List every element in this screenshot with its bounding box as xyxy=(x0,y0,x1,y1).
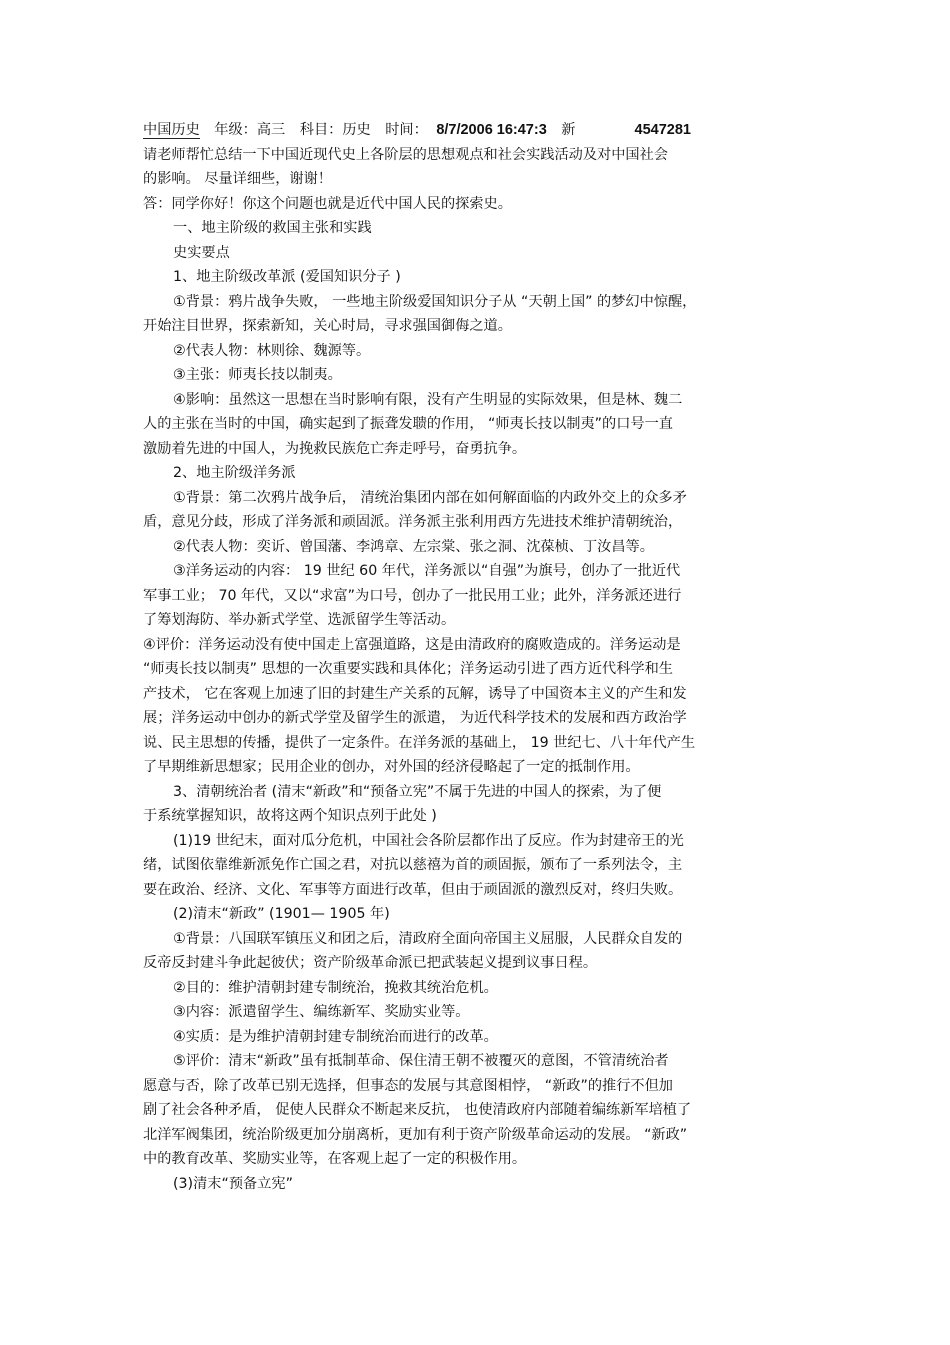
text-line: ②代表人物：奕䜣、曾国藩、李鸿章、左宗棠、张之洞、沈葆桢、丁汝昌等。 xyxy=(173,538,654,555)
text-line: ③主张：师夷长技以制夷。 xyxy=(173,367,342,383)
time-label: 时间： xyxy=(385,122,428,138)
course-label: 科目：历史 xyxy=(299,122,371,138)
text-lines xyxy=(143,143,813,1197)
text-line: 3、清朝统治者 (清末“新政”和“预备立宪”不属于先进的中国人的探索，为了便 xyxy=(173,783,662,800)
text-line: 剧了社会各种矛盾， 促使人民群众不断起来反抗， 也使清政府内部随着编练新军培植了 xyxy=(143,1102,692,1118)
text-line: 展；洋务运动中创办的新式学堂及留学生的派遣， 为近代科学技术的发展和西方政治学 xyxy=(143,710,687,726)
text-line: (1)19 世纪末，面对瓜分危机，中国社会各阶层都作出了反应。作为封建帝王的光 xyxy=(173,832,684,849)
text-line: ⑤评价：清末“新政”虽有抵制革命、保住清王朝不被覆灭的意图，不管清统治者 xyxy=(173,1053,669,1069)
text-line: 了早期维新思想家；民用企业的创办，对外国的经济侵略起了一定的抵制作用。 xyxy=(143,759,640,775)
text-line: ②代表人物：林则徐、魏源等。 xyxy=(173,342,371,359)
text-line: 中的教育改革、奖励实业等，在客观上起了一定的积极作用。 xyxy=(143,1151,527,1167)
text-line: 一、地主阶级的救国主张和实践 xyxy=(173,220,372,236)
text-line: 了筹划海防、举办新式学堂、选派留学生等活动。 xyxy=(143,612,456,628)
question-id: 4547281 xyxy=(634,122,691,138)
text-line: 盾，意见分歧，形成了洋务派和顽固派。洋务派主张利用西方先进技术维护清朝统治， xyxy=(143,514,683,530)
text-line: 1、地主阶级改革派 (爱国知识分子 ) xyxy=(173,269,401,285)
text-line: 的影响。 尽量详细些，谢谢！ xyxy=(143,171,332,187)
text-line: 2、地主阶级洋务派 xyxy=(173,465,296,481)
text-line: 激励着先进的中国人，为挽救民族危亡奔走呼号，奋勇抗争。 xyxy=(143,440,527,457)
question-header xyxy=(143,118,813,143)
text-line: 愿意与否，除了改革已别无选择，但事态的发展与其意图相悖， “新政”的推行不但加 xyxy=(143,1077,673,1094)
text-line: (3)清末“预备立宪” xyxy=(173,1175,293,1192)
text-line: 开始注目世界，探索新知，关心时局，寻求强国御侮之道。 xyxy=(143,318,512,334)
text-line: ④影响：虽然这一思想在当时影响有限，没有产生明显的实际效果，但是林、魏二 xyxy=(173,391,683,408)
text-line: ①背景：八国联军镇压义和团之后，清政府全面向帝国主义屈服，人民群众自发的 xyxy=(173,930,683,947)
text-line: ②目的：维护清朝封建专制统治，挽救其统治危机。 xyxy=(173,979,498,996)
text-line: 请老师帮忙总结一下中国近现代史上各阶层的思想观点和社会实践活动及对中国社会 xyxy=(143,146,668,163)
time-value: 8/7/2006 16:47:3 xyxy=(436,122,547,138)
text-line: 要在政治、经济、文化、军事等方面进行改革，但由于顽固派的激烈反对，终归失败。 xyxy=(143,881,683,898)
text-line: 答：同学你好！你这个问题也就是近代中国人民的探索史。 xyxy=(143,195,512,212)
text-line: ④评价：洋务运动没有使中国走上富强道路，这是由清政府的腐败造成的。洋务运动是 xyxy=(143,636,681,653)
status-label: 新 xyxy=(561,122,576,138)
subject-label: 中国历史 xyxy=(143,122,200,138)
text-line: ③内容：派遣留学生、编练新军、奖励实业等。 xyxy=(173,1004,470,1020)
text-line: ④实质：是为维护清朝封建专制统治而进行的改革。 xyxy=(173,1028,498,1045)
text-line: 北洋军阀集团，统治阶级更加分崩离析，更加有利于资产阶级革命运动的发展。 “新政” xyxy=(143,1126,688,1143)
text-line: 说、民主思想的传播，提供了一定条件。在洋务派的基础上， 19 世纪七、八十年代产生 xyxy=(143,734,696,751)
text-line: (2)清末“新政” (1901— 1905 年) xyxy=(173,906,390,922)
text-line: 军事工业； 70 年代，又以“求富”为口号，创办了一批民用工业；此外，洋务派还进行 xyxy=(143,587,682,604)
text-line: 人的主张在当时的中国，确实起到了振聋发聩的作用， “师夷长技以制夷”的口号一直 xyxy=(143,416,673,432)
text-line: 反帝反封建斗争此起彼伏；资产阶级革命派已把武装起义提到议事日程。 xyxy=(143,955,598,971)
text-line: 产技术， 它在客观上加速了旧的封建生产关系的瓦解，诱导了中国资本主义的产生和发 xyxy=(143,685,687,702)
grade-label: 年级：高三 xyxy=(214,122,286,138)
text-line: ③洋务运动的内容： 19 世纪 60 年代，洋务派以“自强”为旗号，创办了一批近代 xyxy=(173,563,681,579)
text-line: “师夷长技以制夷” 思想的一次重要实践和具体化；洋务运动引进了西方近代科学和生 xyxy=(143,661,673,677)
text-line: ①背景：鸦片战争失败， 一些地主阶级爱国知识分子从 “天朝上国” 的梦幻中惊醒， xyxy=(173,293,697,310)
text-line: ①背景：第二次鸦片战争后， 清统治集团内部在如何解面临的内政外交上的众多矛 xyxy=(173,489,687,506)
document-body xyxy=(143,118,813,1196)
text-line: 于系统掌握知识，故将这两个知识点列于此处 ) xyxy=(143,808,437,824)
text-line: 绪，试图依靠维新派免作亡国之君，对抗以慈禧为首的顽固振，颁布了一系列法令，主 xyxy=(143,857,683,873)
text-line: 史实要点 xyxy=(173,244,230,261)
